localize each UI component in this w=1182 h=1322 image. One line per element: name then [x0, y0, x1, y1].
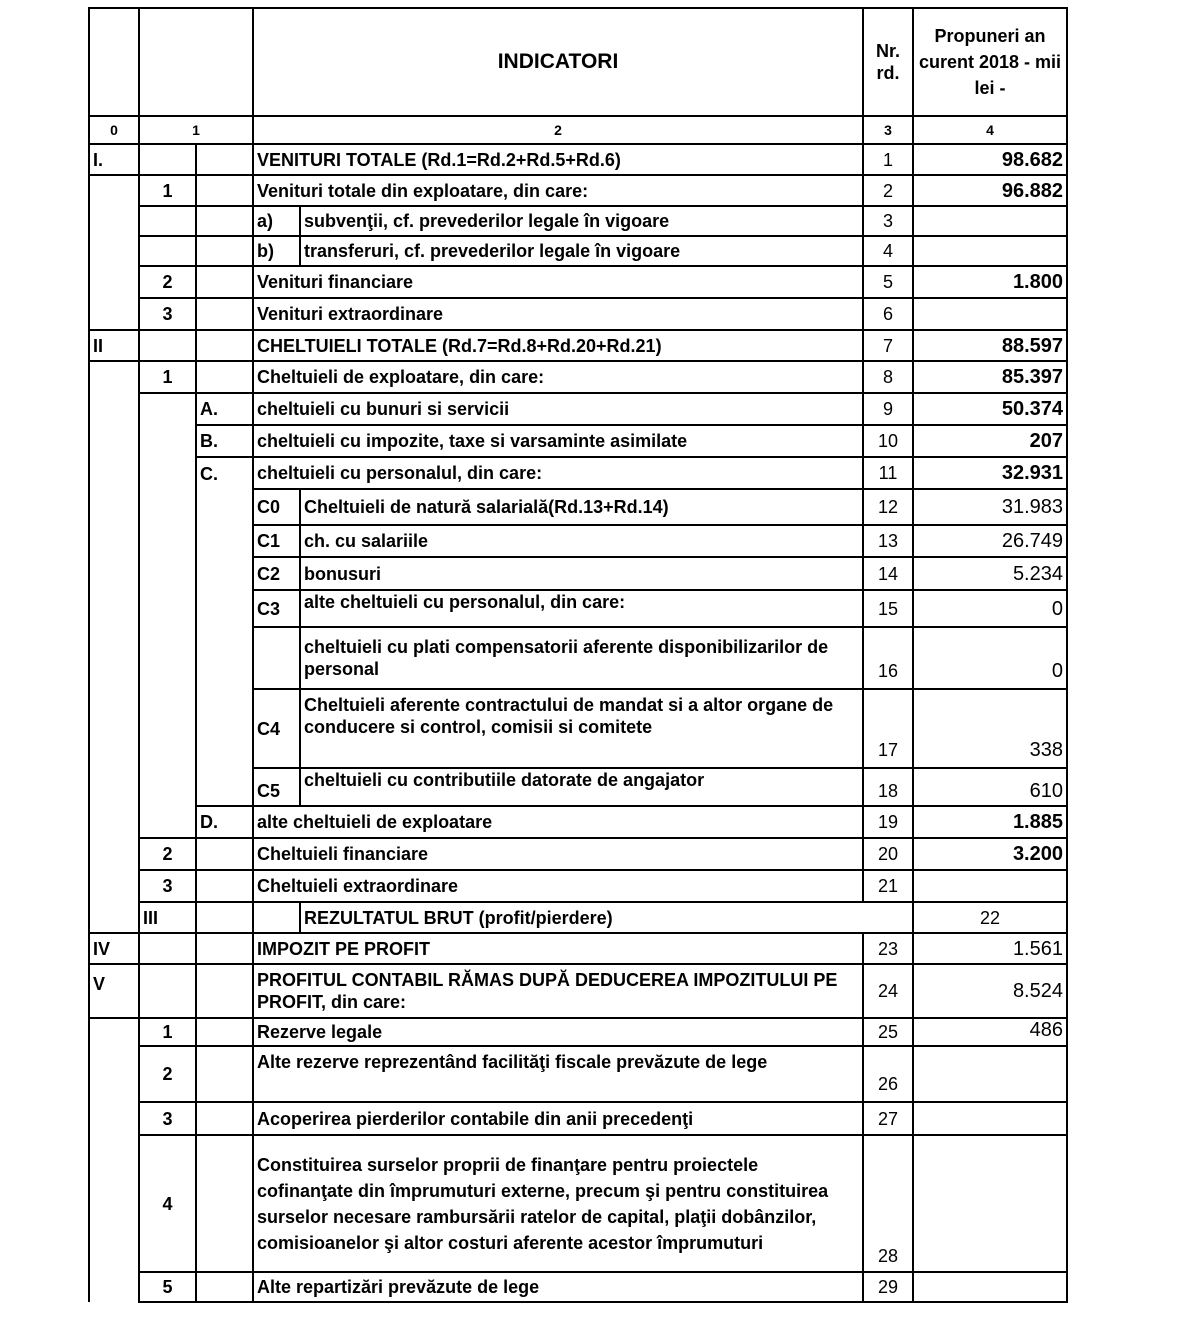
- cell-roman: III: [139, 902, 196, 933]
- cell-indicator: Venituri extraordinare: [253, 298, 863, 330]
- cell-arabic: 2: [139, 838, 196, 870]
- cell-roman-span: [89, 1018, 139, 1302]
- table-row: [89, 838, 1067, 870]
- cell-letter-span: [196, 489, 253, 806]
- cell-value: 31.983: [913, 489, 1067, 525]
- table-row: [89, 806, 1067, 838]
- cell-letter: B.: [196, 425, 253, 457]
- cell-value: 96.882: [913, 175, 1067, 206]
- cell-indicator: cheltuieli cu contributiile datorate de angajator: [300, 768, 863, 806]
- cell-letter: [196, 236, 253, 266]
- cell-value: [913, 1272, 1067, 1302]
- cell-roman: V: [89, 964, 139, 1018]
- cell-arabic: 3: [139, 1102, 196, 1135]
- index-col-1: 1: [139, 116, 253, 144]
- cell-roman: [89, 175, 139, 206]
- index-col-2: 2: [253, 116, 863, 144]
- table-row: [89, 1135, 1067, 1272]
- cell-indicator: Cheltuieli aferente contractului de mandat si a altor organe de conducere si control, comisii si comitete: [300, 689, 863, 768]
- cell-rd: 15: [863, 590, 913, 627]
- cell-roman: I.: [89, 144, 139, 175]
- cell-value: 85.397: [913, 361, 1067, 393]
- cell-roman: [89, 206, 139, 236]
- indicators-table: [88, 7, 1068, 1303]
- cell-letter: [196, 361, 253, 393]
- table-row: [89, 236, 1067, 266]
- cell-arabic: [139, 330, 196, 361]
- index-col-0: 0: [89, 116, 139, 144]
- cell-rd: 28: [863, 1135, 913, 1272]
- cell-value: 338: [913, 689, 1067, 768]
- cell-rd: 11: [863, 457, 913, 489]
- cell-value: 88.597: [913, 330, 1067, 361]
- cell-subcode: C2: [253, 557, 300, 590]
- cell-letter: [196, 298, 253, 330]
- cell-indicator: Alte repartizări prevăzute de lege: [253, 1272, 863, 1302]
- cell-indicator: alte cheltuieli de exploatare: [253, 806, 863, 838]
- table-row: [89, 1018, 1067, 1046]
- cell-indicator: Cheltuieli de exploatare, din care:: [253, 361, 863, 393]
- table-row: [89, 964, 1067, 1018]
- cell-indicator: Cheltuieli financiare: [253, 838, 863, 870]
- cell-indicator: CHELTUIELI TOTALE (Rd.7=Rd.8+Rd.20+Rd.21): [253, 330, 863, 361]
- cell-rd: 27: [863, 1102, 913, 1135]
- cell-arabic: 1: [139, 361, 196, 393]
- cell-value: [913, 1046, 1067, 1102]
- cell-subletter: a): [253, 206, 300, 236]
- cell-roman: [89, 298, 139, 330]
- cell-indicator: cheltuieli cu impozite, taxe si varsaminte asimilate: [253, 425, 863, 457]
- header-propuneri: Propuneri an curent 2018 - mii lei -: [913, 8, 1067, 116]
- cell-roman: [89, 266, 139, 298]
- cell-rd: 19: [863, 806, 913, 838]
- cell-value: 26.749: [913, 525, 1067, 557]
- cell-indicator: subvenţii, cf. prevederilor legale în vigoare: [300, 206, 863, 236]
- cell-rd: 10: [863, 425, 913, 457]
- table-row: [89, 902, 1067, 933]
- cell-indicator: transferuri, cf. prevederilor legale în vigoare: [300, 236, 863, 266]
- cell-arabic: 1: [139, 175, 196, 206]
- cell-rd: 24: [863, 964, 913, 1018]
- cell-value: 0: [913, 627, 1067, 689]
- cell-rd: 16: [863, 627, 913, 689]
- cell-indicator: Venituri financiare: [253, 266, 863, 298]
- cell-indicator: ch. cu salariile: [300, 525, 863, 557]
- cell-subcode: C3: [253, 590, 300, 627]
- table-row: [89, 933, 1067, 964]
- cell-value: 5.234: [913, 557, 1067, 590]
- cell-value: 8.524: [913, 964, 1067, 1018]
- header-nr-rd: Nr. rd.: [863, 8, 913, 116]
- table-row: [89, 457, 1067, 489]
- table-row: [89, 1046, 1067, 1102]
- cell-indicator: Rezerve legale: [253, 1018, 863, 1046]
- cell-value: 32.931: [913, 457, 1067, 489]
- table-row: [89, 489, 1067, 525]
- cell-arabic: [196, 902, 253, 933]
- cell-arabic: 4: [139, 1135, 196, 1272]
- cell-letter: [196, 1102, 253, 1135]
- budget-table-container: [88, 7, 1066, 1303]
- cell-arabic: 1: [139, 1018, 196, 1046]
- cell-arabic: [139, 933, 196, 964]
- cell-rd: 2: [863, 175, 913, 206]
- cell-roman: [89, 236, 139, 266]
- cell-subcode: C5: [253, 768, 300, 806]
- cell-value: [913, 206, 1067, 236]
- cell-letter: [196, 964, 253, 1018]
- cell-indicator: REZULTATUL BRUT (profit/pierdere): [300, 902, 913, 933]
- cell-rd: 4: [863, 236, 913, 266]
- cell-arabic: 3: [139, 298, 196, 330]
- cell-rd: 6: [863, 298, 913, 330]
- cell-indicator: cheltuieli cu bunuri si servicii: [253, 393, 863, 425]
- cell-value: 0: [913, 590, 1067, 627]
- cell-indicator: Venituri totale din exploatare, din care:: [253, 175, 863, 206]
- header-blank-0: [89, 8, 139, 116]
- cell-letter: [196, 1046, 253, 1102]
- cell-arabic: 3: [139, 870, 196, 902]
- cell-roman: IV: [89, 933, 139, 964]
- cell-letter: [196, 330, 253, 361]
- cell-rd: 20: [863, 838, 913, 870]
- cell-indicator: alte cheltuieli cu personalul, din care:: [300, 590, 863, 627]
- cell-value: [913, 298, 1067, 330]
- cell-value: [913, 236, 1067, 266]
- table-row: [89, 870, 1067, 902]
- cell-indicator: Acoperirea pierderilor contabile din anii precedenţi: [253, 1102, 863, 1135]
- cell-arabic: [139, 144, 196, 175]
- cell-letter: [196, 1272, 253, 1302]
- index-col-3: 3: [863, 116, 913, 144]
- cell-rd: 23: [863, 933, 913, 964]
- cell-roman-span: [89, 361, 139, 933]
- cell-letter: [196, 1135, 253, 1272]
- cell-value: 98.682: [913, 144, 1067, 175]
- cell-letter: [196, 175, 253, 206]
- cell-letter: [196, 144, 253, 175]
- table-row: [89, 425, 1067, 457]
- cell-roman: II: [89, 330, 139, 361]
- cell-value: 1.800: [913, 266, 1067, 298]
- cell-indicator: Alte rezerve reprezentând facilităţi fiscale prevăzute de lege: [253, 1046, 863, 1102]
- table-row: [89, 1272, 1067, 1302]
- cell-letter: [196, 870, 253, 902]
- cell-letter: [253, 902, 300, 933]
- cell-value: [913, 870, 1067, 902]
- cell-subcode: C1: [253, 525, 300, 557]
- table-row: [89, 266, 1067, 298]
- cell-value: 207: [913, 425, 1067, 457]
- table-row: [89, 393, 1067, 425]
- cell-rd: 7: [863, 330, 913, 361]
- cell-value: 1.561: [913, 933, 1067, 964]
- cell-rd: 1: [863, 144, 913, 175]
- cell-indicator: Cheltuieli extraordinare: [253, 870, 863, 902]
- cell-rd: 9: [863, 393, 913, 425]
- cell-rd: 17: [863, 689, 913, 768]
- cell-indicator: Constituirea surselor proprii de finanţare pentru proiectele cofinanţate din împrumuturi externe, precum şi pentru constituirea surselor necesare rambursării ratelor de capital, plaţii dobânzilor, comisioanelor şi altor costuri aferente acestor împrumuturi: [253, 1135, 863, 1272]
- cell-rd: 18: [863, 768, 913, 806]
- index-col-4: 4: [913, 116, 1067, 144]
- cell-arabic: [139, 964, 196, 1018]
- cell-subcode: C0: [253, 489, 300, 525]
- cell-indicator: cheltuieli cu personalul, din care:: [253, 457, 863, 489]
- header-blank-1: [139, 8, 253, 116]
- table-row: [89, 361, 1067, 393]
- index-row: [89, 116, 1067, 144]
- cell-value: 610: [913, 768, 1067, 806]
- cell-value: [913, 1135, 1067, 1272]
- cell-arabic: 2: [139, 1046, 196, 1102]
- cell-rd: 26: [863, 1046, 913, 1102]
- table-row: [89, 1102, 1067, 1135]
- cell-letter: [196, 1018, 253, 1046]
- cell-value: 3.200: [913, 838, 1067, 870]
- cell-subcode: [253, 627, 300, 689]
- header-row: [89, 8, 1067, 116]
- cell-arabic: 2: [139, 266, 196, 298]
- cell-indicator: bonusuri: [300, 557, 863, 590]
- table-row: [89, 298, 1067, 330]
- cell-value: [913, 1102, 1067, 1135]
- table-row: [89, 175, 1067, 206]
- cell-rd: 5: [863, 266, 913, 298]
- cell-indicator: IMPOZIT PE PROFIT: [253, 933, 863, 964]
- cell-subcode: C4: [253, 689, 300, 768]
- cell-arabic: [139, 236, 196, 266]
- cell-arabic-span: [139, 393, 196, 838]
- cell-indicator: VENITURI TOTALE (Rd.1=Rd.2+Rd.5+Rd.6): [253, 144, 863, 175]
- cell-letter: A.: [196, 393, 253, 425]
- cell-letter: [196, 206, 253, 236]
- cell-rd: 29: [863, 1272, 913, 1302]
- table-row: [89, 330, 1067, 361]
- header-indicatori: INDICATORI: [253, 8, 863, 116]
- table-row: [89, 144, 1067, 175]
- cell-rd: 13: [863, 525, 913, 557]
- cell-letter: [196, 933, 253, 964]
- cell-value: 1.885: [913, 806, 1067, 838]
- table-row: [89, 206, 1067, 236]
- cell-rd: 14: [863, 557, 913, 590]
- cell-value: 486: [913, 1018, 1067, 1046]
- cell-letter: C.: [196, 457, 253, 489]
- cell-rd: 3: [863, 206, 913, 236]
- cell-rd: 22: [913, 902, 1067, 933]
- cell-rd: 25: [863, 1018, 913, 1046]
- cell-letter: [196, 838, 253, 870]
- cell-rd: 12: [863, 489, 913, 525]
- cell-indicator: cheltuieli cu plati compensatorii aferente disponibilizarilor de personal: [300, 627, 863, 689]
- cell-letter: [196, 266, 253, 298]
- cell-arabic: [139, 206, 196, 236]
- cell-indicator: PROFITUL CONTABIL RĂMAS DUPĂ DEDUCEREA IMPOZITULUI PE PROFIT, din care:: [253, 964, 863, 1018]
- cell-indicator: Cheltuieli de natură salarială(Rd.13+Rd.14): [300, 489, 863, 525]
- cell-arabic: 5: [139, 1272, 196, 1302]
- cell-rd: 21: [863, 870, 913, 902]
- cell-subletter: b): [253, 236, 300, 266]
- cell-rd: 8: [863, 361, 913, 393]
- cell-value: 50.374: [913, 393, 1067, 425]
- cell-letter: D.: [196, 806, 253, 838]
